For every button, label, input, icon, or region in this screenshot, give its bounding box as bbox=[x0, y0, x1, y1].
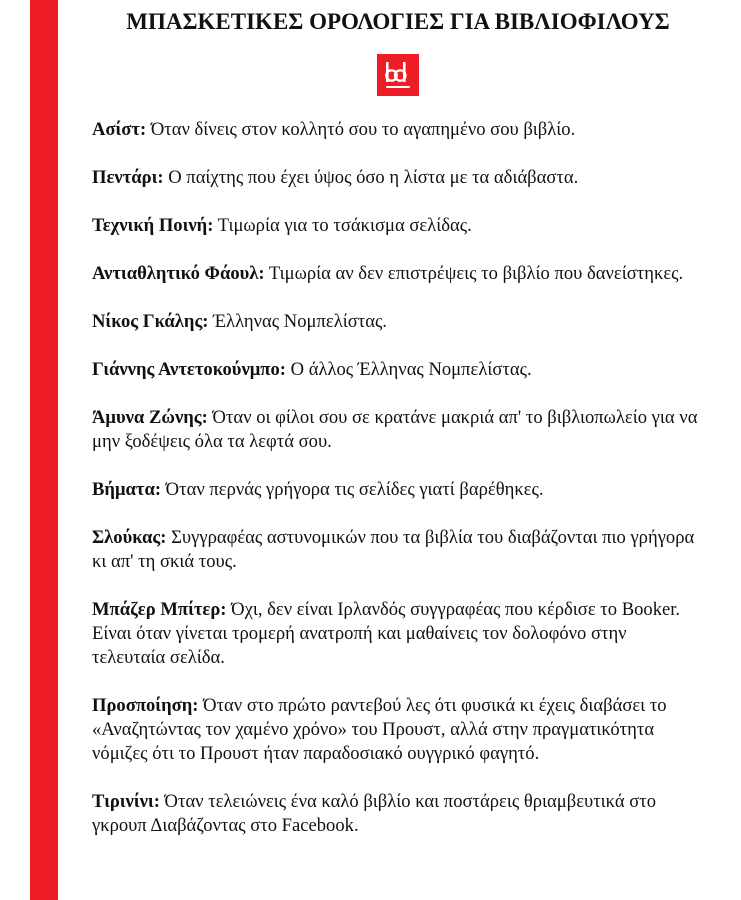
term-name: Σλούκας: bbox=[92, 527, 167, 548]
term-item bbox=[92, 598, 704, 670]
term-definition: Όταν περνάς γρήγορα τις σελίδες γιατί βαρέθηκες. bbox=[161, 479, 544, 500]
term-item bbox=[92, 478, 704, 502]
term-definition: Ο άλλος Έλληνας Νομπελίστας. bbox=[285, 359, 532, 380]
term-item bbox=[92, 406, 704, 454]
page-content bbox=[92, 8, 704, 862]
term-name: Τιρινίνι: bbox=[92, 791, 160, 812]
term-definition: Τιμωρία για το τσάκισμα σελίδας. bbox=[213, 215, 472, 236]
term-name: Μπάζερ Μπίτερ: bbox=[92, 599, 227, 620]
term-definition: Έλληνας Νομπελίστας. bbox=[208, 311, 387, 332]
term-item bbox=[92, 310, 704, 334]
term-definition: Ο παίχτης που έχει ύψος όσο η λίστα με τα αδιάβαστα. bbox=[163, 167, 579, 188]
term-definition: Όταν οι φίλοι σου σε κρατάνε μακριά απ' το βιβλιοπωλείο για να μην ξοδέψεις όλα τα λεφτά σου. bbox=[92, 407, 698, 452]
term-item bbox=[92, 262, 704, 286]
term-item bbox=[92, 118, 704, 142]
term-item bbox=[92, 214, 704, 238]
term-name: Ασίστ: bbox=[92, 119, 147, 140]
term-name: Αντιαθλητικό Φάουλ: bbox=[92, 263, 265, 284]
term-definition: Όταν τελειώνεις ένα καλό βιβλίο και ποστάρεις θριαμβευτικά στο γκρουπ Διαβάζοντας στο Facebook. bbox=[92, 791, 657, 836]
term-item bbox=[92, 358, 704, 382]
term-name: Γιάννης Αντετοκούνμπο: bbox=[92, 359, 286, 380]
term-definition: Όχι, δεν είναι Ιρλανδός συγγραφέας που κέρδισε το Booker. Είναι όταν γίνεται τρομερή ανατροπή και μαθαίνεις τον δολοφόνο στην τελευταία σελίδα. bbox=[92, 599, 681, 668]
term-name: Πεντάρι: bbox=[92, 167, 164, 188]
term-name: Τεχνική Ποινή: bbox=[92, 215, 214, 236]
term-name: Άμυνα Ζώνης: bbox=[92, 407, 208, 428]
term-definition: Όταν δίνεις στον κολλητό σου το αγαπημένο σου βιβλίο. bbox=[146, 119, 576, 140]
term-definition: Όταν στο πρώτο ραντεβού λες ότι φυσικά κι έχεις διαβάσει το «Αναζητώντας τον χαμένο χρόνο» του Προυστ, αλλά στην πραγματικότητα νόμιζες ότι το Προυστ ήταν παραδοσιακό ουγγρικό φαγητό. bbox=[92, 695, 667, 764]
term-name: Νίκος Γκάλης: bbox=[92, 311, 209, 332]
term-item bbox=[92, 526, 704, 574]
term-item bbox=[92, 166, 704, 190]
dioptra-logo-icon bbox=[377, 54, 419, 96]
term-name: Βήματα: bbox=[92, 479, 162, 500]
term-definition: Συγγραφέας αστυνομικών που τα βιβλία του διαβάζονται πιο γρήγορα κι απ' τη σκιά τους. bbox=[92, 527, 695, 572]
term-definition: Τιμωρία αν δεν επιστρέψεις το βιβλίο που δανείστηκες. bbox=[264, 263, 684, 284]
term-item bbox=[92, 694, 704, 766]
term-item bbox=[92, 790, 704, 838]
red-accent-bar bbox=[30, 0, 58, 900]
term-name: Προσποίηση: bbox=[92, 695, 199, 716]
logo-container bbox=[92, 54, 704, 98]
page-title: ΜΠΑΣΚΕΤΙΚΕΣ ΟΡΟΛΟΓΙΕΣ ΓΙΑ ΒΙΒΛΙΟΦΙΛΟΥΣ bbox=[126, 9, 670, 34]
terms-list bbox=[92, 118, 704, 838]
